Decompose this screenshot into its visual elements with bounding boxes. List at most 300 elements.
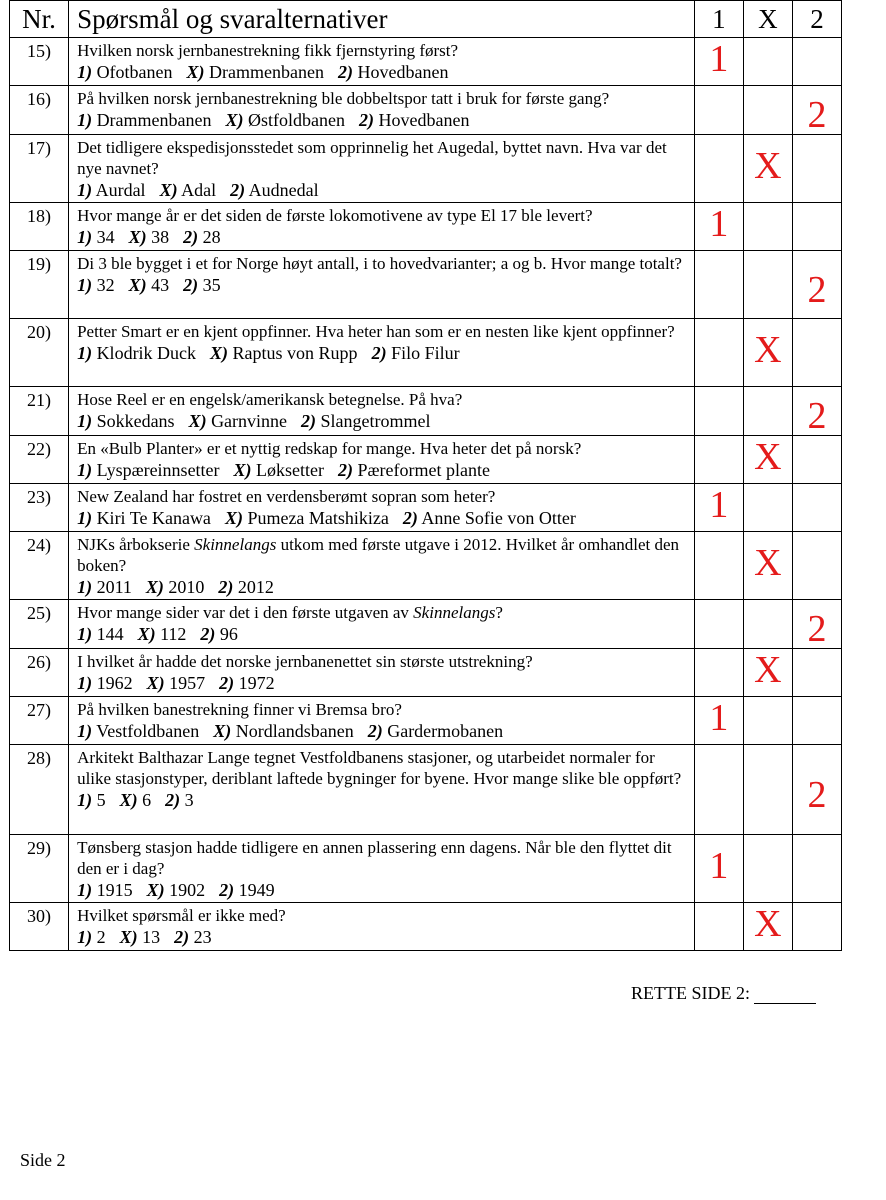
question-number: 17) — [10, 135, 69, 203]
answer-cell-2[interactable] — [792, 86, 841, 135]
table-row — [10, 251, 842, 319]
book-title: Skinnelangs — [413, 603, 496, 622]
option-1-text: Aurdal — [95, 180, 146, 200]
option-2-text: 1972 — [238, 673, 275, 693]
option-2-label: 2) — [338, 62, 353, 82]
question-number: 27) — [10, 697, 69, 745]
option-1 — [77, 110, 211, 130]
option-1 — [77, 343, 196, 363]
answer-mark: 1 — [709, 696, 729, 739]
answer-cell-1[interactable] — [694, 835, 743, 903]
table-row — [10, 203, 842, 251]
question-text — [77, 602, 690, 623]
answer-cell-x[interactable] — [743, 203, 792, 251]
table-row — [10, 649, 842, 697]
table-row — [10, 532, 842, 600]
option-2-text: Filo Filur — [391, 343, 460, 363]
answer-mark: X — [754, 144, 782, 187]
option-x-text: 112 — [160, 624, 187, 644]
question-text: Hvor mange år er det siden de første lokomotivene av type El 17 ble levert? — [77, 206, 593, 225]
option-2-text: Hovedbanen — [357, 62, 449, 82]
option-x — [129, 227, 170, 247]
option-2-label: 2) — [183, 227, 199, 247]
option-1-label: 1) — [77, 577, 93, 597]
book-title: Skinnelangs — [194, 535, 277, 554]
table-row — [10, 38, 842, 86]
answer-options — [77, 926, 690, 949]
answer-mark: 1 — [709, 202, 729, 245]
option-2-text: Pæreformet plante — [357, 460, 490, 480]
option-2-text: Anne Sofie von Otter — [421, 508, 576, 528]
answer-cell-2[interactable] — [792, 203, 841, 251]
option-x — [120, 790, 152, 810]
question-cell — [69, 697, 695, 745]
option-2-text: Gardermobanen — [387, 721, 504, 741]
option-2-text: Audnedal — [248, 180, 319, 200]
option-2 — [219, 673, 275, 693]
answer-cell-2[interactable] — [792, 484, 841, 532]
option-1 — [77, 62, 172, 82]
answer-cell-1[interactable] — [694, 319, 743, 387]
option-2-label: 2) — [183, 275, 199, 295]
answer-cell-1[interactable] — [694, 387, 743, 436]
option-x-text: Adal — [181, 180, 217, 200]
option-2 — [219, 880, 275, 900]
question-cell — [69, 436, 695, 484]
answer-options — [77, 226, 690, 249]
table-row — [10, 135, 842, 203]
question-number: 26) — [10, 649, 69, 697]
question-number: 16) — [10, 86, 69, 135]
option-x-text: 6 — [142, 790, 152, 810]
option-x — [120, 927, 161, 947]
answer-cell-x[interactable] — [743, 903, 792, 951]
option-2-label: 2) — [219, 673, 235, 693]
answer-mark: X — [754, 541, 782, 584]
option-2 — [359, 110, 469, 130]
option-2-text: 2012 — [237, 577, 274, 597]
option-2 — [372, 343, 460, 363]
answer-mark: X — [754, 902, 782, 945]
question-cell — [69, 203, 695, 251]
option-x-label: X) — [128, 275, 147, 295]
option-x-label: X) — [233, 460, 252, 480]
header-col-2: 2 — [792, 1, 841, 38]
option-1-label: 1) — [77, 275, 93, 295]
question-cell — [69, 649, 695, 697]
option-x-label: X) — [119, 790, 138, 810]
answer-cell-2[interactable] — [792, 251, 841, 319]
option-x-label: X) — [145, 577, 164, 597]
answer-cell-2[interactable] — [792, 835, 841, 903]
option-2-text: 23 — [193, 927, 212, 947]
option-2-text: Hovedbanen — [378, 110, 470, 130]
answer-cell-1[interactable] — [694, 697, 743, 745]
option-1-text: Klodrik Duck — [96, 343, 197, 363]
answer-cell-1[interactable] — [694, 649, 743, 697]
option-2-text: 28 — [202, 227, 221, 247]
option-1-text: 32 — [96, 275, 115, 295]
score-blank[interactable] — [754, 987, 816, 1004]
answer-cell-2[interactable] — [792, 697, 841, 745]
option-1 — [77, 673, 133, 693]
option-1-text: Vestfoldbanen — [96, 721, 200, 741]
question-cell — [69, 903, 695, 951]
answer-cell-1[interactable] — [694, 436, 743, 484]
answer-options — [77, 879, 690, 902]
question-cell — [69, 38, 695, 86]
option-2-label: 2) — [359, 110, 374, 130]
answer-cell-1[interactable] — [694, 532, 743, 600]
answer-options — [77, 576, 690, 599]
option-1 — [77, 508, 211, 528]
answer-cell-1[interactable] — [694, 38, 743, 86]
answer-cell-x[interactable] — [743, 319, 792, 387]
question-text: Petter Smart er en kjent oppfinner. Hva heter han som er en nesten like kjent oppfinner? — [77, 322, 675, 341]
question-cell — [69, 86, 695, 135]
answer-cell-x[interactable] — [743, 600, 792, 649]
option-1-label: 1) — [77, 343, 93, 363]
option-x — [146, 577, 205, 597]
question-text: På hvilken norsk jernbanestrekning ble dobbeltspor tatt i bruk for første gang? — [77, 89, 610, 108]
option-2-text: 1949 — [238, 880, 275, 900]
answer-mark: 2 — [807, 94, 827, 136]
option-x — [226, 110, 345, 130]
option-x-text: Løksetter — [256, 460, 325, 480]
question-cell — [69, 319, 695, 387]
answer-cell-2[interactable] — [792, 649, 841, 697]
option-x — [189, 411, 287, 431]
question-number: 20) — [10, 319, 69, 387]
answer-cell-x[interactable] — [743, 697, 792, 745]
option-x — [138, 624, 187, 644]
option-2-text: 96 — [219, 624, 238, 644]
option-1-label: 1) — [77, 721, 93, 741]
option-2 — [218, 577, 274, 597]
option-1-label: 1) — [77, 927, 93, 947]
option-2-text: 3 — [184, 790, 194, 810]
option-1 — [77, 927, 106, 947]
option-1-text: 34 — [96, 227, 115, 247]
question-text: Arkitekt Balthazar Lange tegnet Vestfoldbanens stasjoner, og utarbeidet normaler for ulike stasjonstyper, deriblant laftede bygninger for byene. Hvor mange slike ble oppført? — [77, 748, 682, 788]
question-text: I hvilket år hadde det norske jernbanenettet sin største utstrekning? — [77, 652, 533, 671]
answer-options — [77, 179, 690, 202]
table-row — [10, 600, 842, 649]
answer-mark: 2 — [807, 268, 827, 311]
answer-cell-1[interactable] — [694, 135, 743, 203]
option-x-text: Østfoldbanen — [248, 110, 345, 130]
option-x — [129, 275, 170, 295]
answer-options — [77, 274, 690, 297]
answer-mark: 2 — [807, 773, 827, 816]
header-nr: Nr. — [10, 1, 69, 38]
header-col-x: X — [743, 1, 792, 38]
option-1-text: Sokkedans — [96, 411, 175, 431]
answer-mark: 2 — [807, 608, 827, 650]
question-text-part: ? — [495, 603, 503, 622]
option-x-label: X) — [225, 110, 244, 130]
answer-options — [77, 410, 690, 433]
option-2-text: Slangetrommel — [320, 411, 431, 431]
option-1 — [77, 577, 132, 597]
option-2 — [301, 411, 430, 431]
option-x — [147, 673, 206, 693]
option-x-text: Garnvinne — [211, 411, 288, 431]
option-1 — [77, 721, 199, 741]
option-1-label: 1) — [77, 880, 93, 900]
option-1-text: Kiri Te Kanawa — [96, 508, 211, 528]
header-question: Spørsmål og svaralternativer — [69, 1, 695, 38]
answer-mark: X — [754, 435, 782, 478]
question-number: 19) — [10, 251, 69, 319]
option-1-label: 1) — [77, 62, 93, 82]
answer-cell-2[interactable] — [792, 436, 841, 484]
answer-cell-x[interactable] — [743, 135, 792, 203]
option-x-text: 13 — [142, 927, 161, 947]
option-2-label: 2) — [200, 624, 216, 644]
question-cell — [69, 835, 695, 903]
table-row — [10, 86, 842, 135]
answer-options — [77, 459, 690, 482]
answer-cell-2[interactable] — [792, 135, 841, 203]
option-1-label: 1) — [77, 460, 93, 480]
quiz-table — [9, 0, 842, 951]
option-1-label: 1) — [77, 790, 93, 810]
answer-options — [77, 342, 690, 365]
table-row — [10, 697, 842, 745]
answer-cell-2[interactable] — [792, 387, 841, 436]
question-number: 23) — [10, 484, 69, 532]
option-2-label: 2) — [338, 460, 354, 480]
answer-cell-2[interactable] — [792, 319, 841, 387]
answer-mark: 1 — [709, 483, 729, 526]
answer-cell-1[interactable] — [694, 484, 743, 532]
answer-cell-1[interactable] — [694, 251, 743, 319]
table-row — [10, 835, 842, 903]
option-x-label: X) — [137, 624, 156, 644]
header-col-1: 1 — [694, 1, 743, 38]
answer-cell-2[interactable] — [792, 532, 841, 600]
option-x-text: 2010 — [168, 577, 205, 597]
table-row — [10, 319, 842, 387]
table-row — [10, 387, 842, 436]
option-x — [213, 721, 353, 741]
question-cell — [69, 387, 695, 436]
answer-cell-x[interactable] — [743, 38, 792, 86]
question-cell — [69, 251, 695, 319]
option-1-text: 144 — [96, 624, 124, 644]
option-1 — [77, 411, 175, 431]
question-number: 18) — [10, 203, 69, 251]
option-x-label: X) — [128, 227, 147, 247]
option-1 — [77, 880, 133, 900]
option-x-text: Raptus von Rupp — [232, 343, 358, 363]
answer-mark: 1 — [709, 844, 729, 887]
option-2 — [230, 180, 319, 200]
question-cell — [69, 745, 695, 835]
option-x-label: X) — [224, 508, 243, 528]
option-1-text: 2 — [96, 927, 106, 947]
option-x-label: X) — [159, 180, 178, 200]
score-label: RETTE SIDE 2: — [631, 983, 750, 1003]
option-1-text: 2011 — [96, 577, 132, 597]
answer-mark: 2 — [807, 395, 827, 437]
question-text: Di 3 ble bygget i et for Norge høyt antall, i to hovedvarianter; a og b. Hvor mange totalt? — [77, 254, 682, 273]
answer-cell-x[interactable] — [743, 251, 792, 319]
question-number: 21) — [10, 387, 69, 436]
answer-cell-x[interactable] — [743, 649, 792, 697]
option-x — [210, 343, 358, 363]
option-1-label: 1) — [77, 624, 93, 644]
option-2 — [165, 790, 194, 810]
option-2 — [183, 275, 221, 295]
option-1-label: 1) — [77, 508, 93, 528]
option-2 — [368, 721, 503, 741]
header-row — [10, 1, 842, 38]
answer-options — [77, 61, 690, 84]
option-x-text: 38 — [151, 227, 170, 247]
option-2-label: 2) — [174, 927, 190, 947]
option-1-text: Ofotbanen — [96, 62, 173, 82]
table-row — [10, 903, 842, 951]
answer-mark: X — [754, 328, 782, 371]
answer-cell-1[interactable] — [694, 600, 743, 649]
table-row — [10, 484, 842, 532]
answer-cell-x[interactable] — [743, 532, 792, 600]
question-cell — [69, 135, 695, 203]
answer-mark: 1 — [709, 37, 729, 80]
page-number: Side 2 — [20, 1150, 66, 1170]
question-text: En «Bulb Planter» er et nyttig redskap for mange. Hva heter det på norsk? — [77, 439, 582, 458]
question-text: Tønsberg stasjon hadde tidligere en annen plassering enn dagens. Når ble den flyttet dit den er i dag? — [77, 838, 672, 878]
option-x-label: X) — [146, 673, 165, 693]
option-1 — [77, 790, 106, 810]
option-2-label: 2) — [219, 880, 235, 900]
answer-options — [77, 720, 690, 743]
option-1-text: 1915 — [96, 880, 133, 900]
answer-options — [77, 109, 690, 132]
option-x-label: X) — [119, 927, 138, 947]
answer-cell-x[interactable] — [743, 86, 792, 135]
question-text: På hvilken banestrekning finner vi Bremsa bro? — [77, 700, 402, 719]
answer-cell-x[interactable] — [743, 484, 792, 532]
option-x-label: X) — [188, 411, 207, 431]
question-number: 30) — [10, 903, 69, 951]
option-2 — [338, 460, 490, 480]
option-x-label: X) — [186, 62, 205, 82]
option-1-text: Lyspæreinnsetter — [96, 460, 220, 480]
option-1-label: 1) — [77, 673, 93, 693]
option-2 — [174, 927, 212, 947]
option-1-label: 1) — [77, 227, 93, 247]
option-1-text: Drammenbanen — [96, 110, 212, 130]
question-cell — [69, 484, 695, 532]
answer-cell-2[interactable] — [792, 745, 841, 835]
option-x-text: Nordlandsbanen — [235, 721, 354, 741]
option-1-text: 1962 — [96, 673, 133, 693]
question-number: 28) — [10, 745, 69, 835]
table-row — [10, 436, 842, 484]
option-2-label: 2) — [301, 411, 317, 431]
question-number: 24) — [10, 532, 69, 600]
option-1-text: 5 — [96, 790, 106, 810]
question-cell — [69, 600, 695, 649]
option-2 — [403, 508, 576, 528]
score-line — [631, 983, 816, 1004]
option-1 — [77, 227, 115, 247]
answer-cell-x[interactable] — [743, 436, 792, 484]
answer-cell-x[interactable] — [743, 745, 792, 835]
question-number: 25) — [10, 600, 69, 649]
answer-cell-2[interactable] — [792, 903, 841, 951]
question-text-part: utkom med første utgave i 2012. Hvilket år omhandlet den boken? — [77, 535, 680, 575]
option-2-text: 35 — [202, 275, 221, 295]
option-2-label: 2) — [218, 577, 234, 597]
option-x-text: 1902 — [169, 880, 206, 900]
question-text: New Zealand har fostret en verdensberømt sopran som heter? — [77, 487, 496, 506]
option-1 — [77, 180, 146, 200]
answer-cell-x[interactable] — [743, 835, 792, 903]
option-2 — [183, 227, 221, 247]
question-text — [77, 534, 690, 576]
option-1 — [77, 624, 124, 644]
option-x — [160, 180, 217, 200]
option-x-text: Drammenbanen — [209, 62, 324, 82]
option-2-label: 2) — [230, 180, 246, 200]
answer-cell-x[interactable] — [743, 387, 792, 436]
answer-options — [77, 672, 690, 695]
answer-options — [77, 507, 690, 530]
question-cell — [69, 532, 695, 600]
question-text-part: NJKs årbokserie — [77, 535, 195, 554]
answer-cell-2[interactable] — [792, 38, 841, 86]
option-2 — [338, 62, 448, 82]
option-x-text: 43 — [151, 275, 170, 295]
question-number: 29) — [10, 835, 69, 903]
option-1 — [77, 460, 219, 480]
option-1-label: 1) — [77, 411, 93, 431]
option-x — [225, 508, 389, 528]
option-2-label: 2) — [371, 343, 387, 363]
option-x-label: X) — [213, 721, 232, 741]
answer-cell-1[interactable] — [694, 745, 743, 835]
answer-cell-1[interactable] — [694, 903, 743, 951]
question-number: 15) — [10, 38, 69, 86]
answer-mark: X — [754, 648, 782, 691]
option-x-text: 1957 — [169, 673, 206, 693]
table-row — [10, 745, 842, 835]
option-1-label: 1) — [77, 110, 93, 130]
question-text: Hose Reel er en engelsk/amerikansk betegnelse. På hva? — [77, 390, 463, 409]
answer-cell-1[interactable] — [694, 86, 743, 135]
question-text-part: Hvor mange sider var det i den første utgaven av — [77, 603, 414, 622]
answer-cell-2[interactable] — [792, 600, 841, 649]
option-x — [234, 460, 324, 480]
option-2-label: 2) — [402, 508, 418, 528]
option-1-label: 1) — [77, 180, 93, 200]
question-text: Det tidligere ekspedisjonsstedet som opprinnelig het Augedal, byttet navn. Hva var det nye navnet? — [77, 138, 667, 178]
question-number: 22) — [10, 436, 69, 484]
option-2-label: 2) — [165, 790, 181, 810]
question-text: Hvilket spørsmål er ikke med? — [77, 906, 286, 925]
answer-options — [77, 789, 690, 812]
option-x-label: X) — [146, 880, 165, 900]
answer-cell-1[interactable] — [694, 203, 743, 251]
option-x — [147, 880, 206, 900]
question-text: Hvilken norsk jernbanestrekning fikk fjernstyring først? — [77, 41, 459, 60]
option-2-label: 2) — [367, 721, 383, 741]
option-x-text: Pumeza Matshikiza — [247, 508, 389, 528]
